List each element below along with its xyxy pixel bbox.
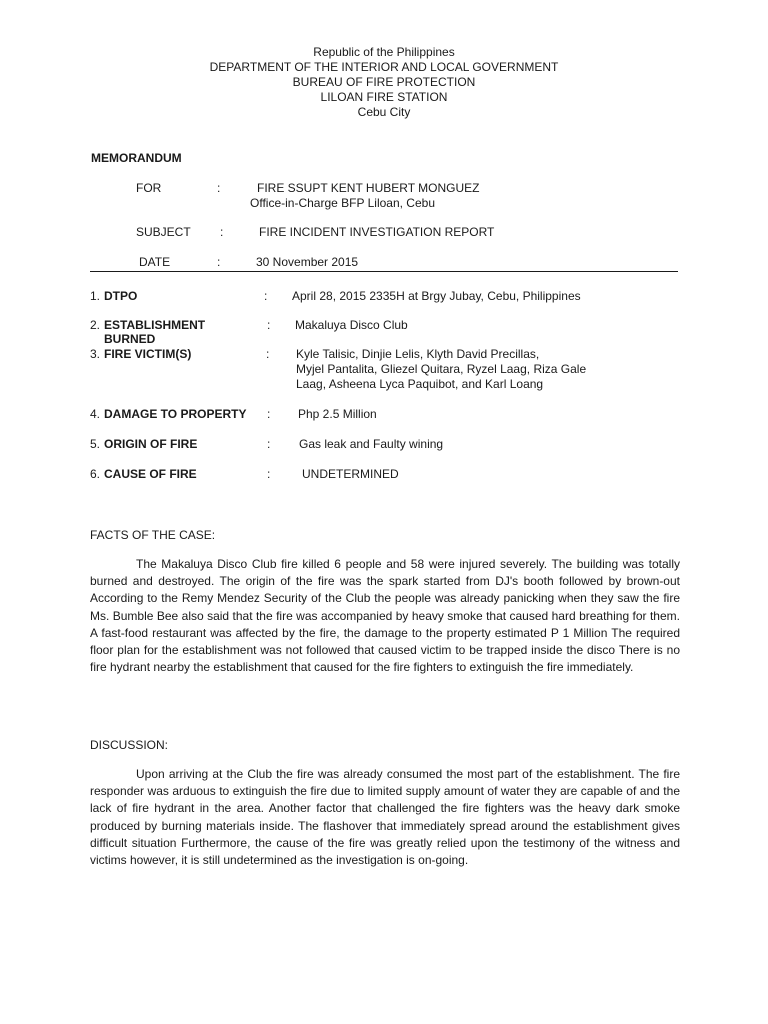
item-cause-label: CAUSE OF FIRE [104,467,197,481]
for-recipient: FIRE SSUPT KENT HUBERT MONGUEZ [257,181,480,195]
item-victims-number: 3. [90,347,101,361]
letterhead-department: DEPARTMENT OF THE INTERIOR AND LOCAL GOVERNMENT [209,60,559,74]
letterhead-bureau: BUREAU OF FIRE PROTECTION [292,75,476,89]
discussion-heading: DISCUSSION: [90,738,169,752]
item-establishment-value: Makaluya Disco Club [295,318,408,332]
letterhead-city: Cebu City [357,105,411,119]
item-establishment-label: ESTABLISHMENT [104,318,206,332]
item-establishment-colon: : [267,318,271,332]
date-label: DATE [139,255,171,269]
letterhead-station: LILOAN FIRE STATION [320,90,448,104]
item-dtpo-number: 1. [90,289,101,303]
for-label: FOR [136,181,162,195]
item-establishment-label-cont: BURNED [104,332,156,346]
facts-heading: FACTS OF THE CASE: [90,528,216,542]
item-origin-label: ORIGIN OF FIRE [104,437,198,451]
facts-paragraph: The Makaluya Disco Club fire killed 6 people and 58 were injured severely. The building was totally burned and destroyed. The origin of the fire was the spark started from DJ's booth followed by brown-out According to the Remy Mendez Security of the Club the people was already panicking when they saw the fire Ms. Bumble Bee also said that the fire was accompanied by heavy smoke that caused hard breathing for them. A fast-food restaurant was affected by the fire, the damage to the property estimated P 1 Million The required floor plan for the establishment was not followed that caused victim to be trapped inside the disco There is no fire hydrant nearby the establishment that caused for the fire fighters to extinguish the fire immediately. [90,557,680,675]
item-victims-label: FIRE VICTIM(S) [104,347,192,361]
header-divider [90,271,678,272]
item-establishment-number: 2. [90,318,101,332]
item-dtpo-colon: : [264,289,268,303]
item-victims-colon: : [266,347,270,361]
item-cause-value: UNDETERMINED [302,467,399,481]
memo-title: MEMORANDUM [91,151,182,165]
item-damage-number: 4. [90,407,101,421]
item-origin-number: 5. [90,437,101,451]
item-origin-value: Gas leak and Faulty wining [299,437,444,451]
item-victims-value-line1: Kyle Talisic, Dinjie Lelis, Klyth David Precillas, [296,347,540,361]
item-damage-colon: : [267,407,271,421]
subject-value: FIRE INCIDENT INVESTIGATION REPORT [259,225,495,239]
subject-colon: : [220,225,224,239]
item-damage-value: Php 2.5 Million [298,407,377,421]
item-victims-value-line2: Myjel Pantalita, Gliezel Quitara, Ryzel Laag, Riza Gale [296,362,587,376]
letterhead-republic: Republic of the Philippines [313,45,455,59]
for-colon: : [217,181,221,195]
item-cause-number: 6. [90,467,101,481]
date-colon: : [217,255,221,269]
item-cause-colon: : [267,467,271,481]
item-dtpo-label: DTPO [104,289,138,303]
item-origin-colon: : [267,437,271,451]
discussion-paragraph: Upon arriving at the Club the fire was already consumed the most part of the establishment. The fire responder was arduous to extinguish the fire due to limited supply amount of water they are capable of and the lack of fire hydrant in the area. Another factor that challenged the fire fighters was the heavy dark smoke produced by burning materials inside. The flashover that immediately spread around the establishment gives difficult situation Furthermore, the cause of the fire was greatly relied upon the testimony of the witness and victims however, it is still undetermined as the investigation is on-going. [90,767,680,868]
letterhead [0,45,768,120]
item-victims-value-line3: Laag, Asheena Lyca Paquibot, and Karl Loang [296,377,544,391]
item-dtpo-value: April 28, 2015 2335H at Brgy Jubay, Cebu, Philippines [292,289,581,303]
subject-label: SUBJECT [136,225,191,239]
date-value: 30 November 2015 [256,255,359,269]
item-damage-label: DAMAGE TO PROPERTY [104,407,247,421]
for-recipient-office: Office-in-Charge BFP Liloan, Cebu [250,196,435,210]
